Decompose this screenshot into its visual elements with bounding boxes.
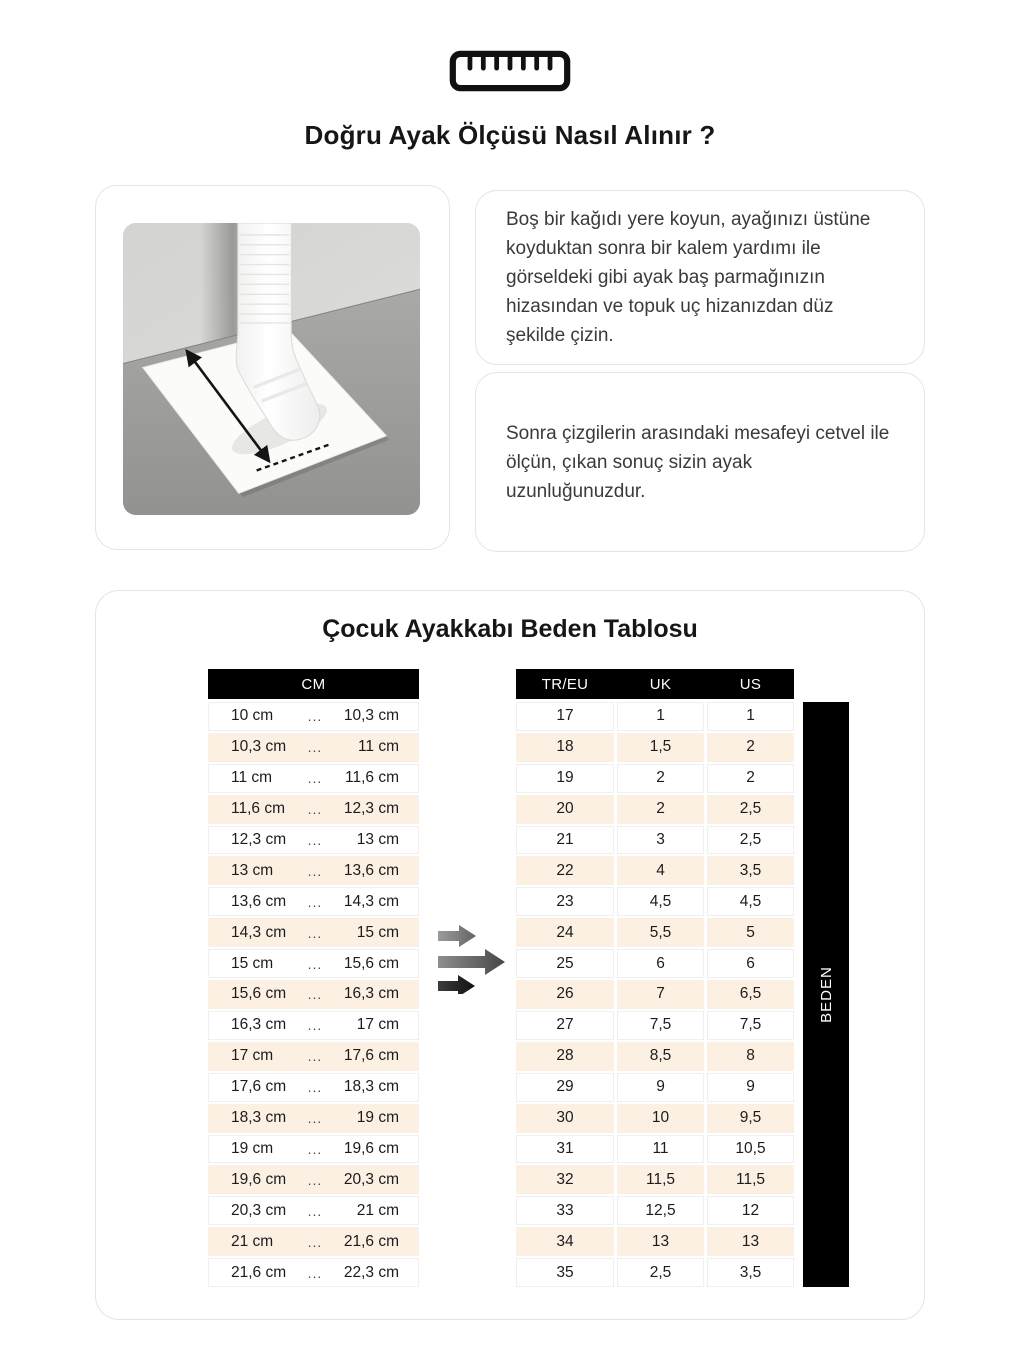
range-separator: ...: [307, 1264, 323, 1281]
cm-from-value: 13 cm: [231, 861, 274, 879]
size-table-title: Çocuk Ayakkabı Beden Tablosu: [322, 615, 698, 643]
us-value: 10,5: [707, 1135, 794, 1164]
tr-eu-value: 22: [516, 856, 614, 885]
cm-range-row: [208, 795, 419, 824]
cm-from-value: 13,6 cm: [231, 892, 287, 910]
size-row: [516, 795, 794, 824]
uk-value: 4,5: [617, 887, 704, 916]
cm-range-row: [208, 764, 419, 793]
cm-to-value: 15 cm: [356, 923, 399, 941]
cm-to-value: 21 cm: [356, 1201, 399, 1219]
uk-value: 10: [617, 1104, 704, 1133]
us-value: 3,5: [707, 856, 794, 885]
size-row: [516, 702, 794, 731]
range-separator: ...: [307, 862, 323, 879]
cm-range-row: [208, 1165, 419, 1194]
us-value: 5: [707, 918, 794, 947]
uk-value: 1,5: [617, 733, 704, 762]
us-value: 9: [707, 1073, 794, 1102]
cm-range-row: [208, 1073, 419, 1102]
tr-eu-value: 32: [516, 1165, 614, 1194]
uk-value: 2,5: [617, 1258, 704, 1287]
cm-from-value: 14,3 cm: [231, 923, 287, 941]
cm-to-value: 12,3 cm: [343, 800, 399, 818]
size-row: [516, 949, 794, 978]
us-value: 2: [707, 764, 794, 793]
cm-to-value: 13,6 cm: [343, 861, 399, 879]
size-row: [516, 1227, 794, 1256]
us-value: 6,5: [707, 980, 794, 1009]
us-value: 6: [707, 949, 794, 978]
tr-eu-value: 18: [516, 733, 614, 762]
range-separator: ...: [307, 1171, 323, 1188]
cm-range-row: [208, 1042, 419, 1071]
cm-range-row: [208, 1227, 419, 1256]
us-value: 2,5: [707, 795, 794, 824]
tr-eu-value: 26: [516, 980, 614, 1009]
cm-to-value: 19,6 cm: [343, 1139, 399, 1157]
range-separator: ...: [307, 1233, 323, 1250]
us-column-header: US: [739, 675, 762, 693]
size-row: [516, 980, 794, 1009]
cm-to-value: 11 cm: [357, 738, 399, 756]
tr-eu-value: 29: [516, 1073, 614, 1102]
cm-to-value: 11,6 cm: [345, 769, 399, 787]
size-row: [516, 1196, 794, 1225]
intl-table-body: [516, 702, 794, 1287]
cm-range-row: [208, 887, 419, 916]
cm-from-value: 15,6 cm: [231, 985, 287, 1003]
cm-from-value: 20,3 cm: [231, 1201, 287, 1219]
size-row: [516, 764, 794, 793]
cm-from-value: 19,6 cm: [231, 1170, 287, 1188]
cm-from-value: 19 cm: [231, 1139, 274, 1157]
tr-eu-value: 25: [516, 949, 614, 978]
cm-range-row: [208, 1258, 419, 1287]
cm-range-row: [208, 856, 419, 885]
uk-value: 11,5: [617, 1165, 704, 1194]
tr-eu-value: 31: [516, 1135, 614, 1164]
range-separator: ...: [307, 1110, 323, 1127]
cm-from-value: 17 cm: [231, 1047, 274, 1065]
cm-range-row: [208, 1196, 419, 1225]
cm-from-value: 16,3 cm: [231, 1016, 287, 1034]
foot-measurement-photo: [123, 223, 420, 515]
size-table-card: [95, 590, 925, 1320]
tr-eu-value: 28: [516, 1042, 614, 1071]
instruction-step-2: Sonra çizgilerin arasındaki mesafeyi cetvel ile ölçün, çıkan sonuç sizin ayak uzunluğunuzdur.: [506, 422, 890, 502]
ruler-icon: [0, 50, 1020, 92]
us-value: 4,5: [707, 887, 794, 916]
cm-from-value: 10,3 cm: [231, 738, 287, 756]
cm-table-header: CM: [208, 669, 419, 699]
cm-table-body: [208, 702, 419, 1287]
tr-eu-value: 27: [516, 1011, 614, 1040]
cm-to-value: 19 cm: [356, 1109, 399, 1127]
intl-table-header: [516, 669, 794, 699]
uk-value: 2: [617, 795, 704, 824]
cm-to-value: 22,3 cm: [343, 1263, 399, 1281]
size-row: [516, 887, 794, 916]
range-separator: ...: [307, 1140, 323, 1157]
instruction-card-1: [475, 190, 925, 365]
cm-from-value: 10 cm: [231, 707, 274, 725]
range-separator: ...: [307, 955, 323, 972]
page-title: Doğru Ayak Ölçüsü Nasıl Alınır ?: [304, 120, 716, 150]
cm-to-value: 10,3 cm: [343, 707, 399, 725]
cm-from-value: 18,3 cm: [231, 1109, 287, 1127]
cm-from-value: 11 cm: [231, 769, 273, 787]
tr-eu-value: 30: [516, 1104, 614, 1133]
beden-label: BEDEN: [817, 966, 835, 1023]
instruction-step-1: Boş bir kağıdı yere koyun, ayağınızı üstüne koyduktan sonra bir kalem yardımı ile görseldeki gibi ayak baş parmağınızın hizasından ve topuk uç hizanızdan düz şekilde çizin.: [506, 209, 871, 346]
uk-value: 12,5: [617, 1196, 704, 1225]
uk-value: 11: [617, 1135, 704, 1164]
tr-eu-value: 17: [516, 702, 614, 731]
cm-range-row: [208, 733, 419, 762]
uk-value: 6: [617, 949, 704, 978]
size-row: [516, 856, 794, 885]
cm-range-row: [208, 702, 419, 731]
range-separator: ...: [307, 739, 323, 756]
intl-size-table: [516, 669, 794, 1287]
uk-value: 1: [617, 702, 704, 731]
beden-vertical-bar: [803, 702, 849, 1287]
tr-eu-value: 23: [516, 887, 614, 916]
cm-to-value: 15,6 cm: [343, 954, 399, 972]
size-row: [516, 1135, 794, 1164]
us-value: 8: [707, 1042, 794, 1071]
uk-value: 7: [617, 980, 704, 1009]
tr-eu-value: 33: [516, 1196, 614, 1225]
tr-eu-value: 19: [516, 764, 614, 793]
uk-value: 13: [617, 1227, 704, 1256]
measurement-photo-card: [95, 185, 450, 550]
us-value: 9,5: [707, 1104, 794, 1133]
size-row: [516, 1073, 794, 1102]
cm-to-value: 18,3 cm: [343, 1078, 399, 1096]
cm-to-value: 17,6 cm: [343, 1047, 399, 1065]
cm-to-value: 21,6 cm: [343, 1232, 399, 1250]
range-separator: ...: [307, 708, 323, 725]
cm-to-value: 13 cm: [356, 831, 399, 849]
cm-range-row: [208, 1135, 419, 1164]
range-separator: ...: [307, 770, 323, 787]
uk-value: 4: [617, 856, 704, 885]
cm-range-row: [208, 980, 419, 1009]
size-row: [516, 826, 794, 855]
cm-table: [208, 669, 419, 1287]
cm-from-value: 11,6 cm: [231, 800, 285, 818]
tr-eu-value: 34: [516, 1227, 614, 1256]
tr-eu-column-header: TR/EU: [541, 675, 589, 693]
range-separator: ...: [307, 1017, 323, 1034]
range-separator: ...: [307, 1079, 323, 1096]
us-value: 1: [707, 702, 794, 731]
size-row: [516, 1042, 794, 1071]
size-row: [516, 918, 794, 947]
cm-from-value: 21 cm: [231, 1232, 274, 1250]
tr-eu-value: 35: [516, 1258, 614, 1287]
uk-value: 5,5: [617, 918, 704, 947]
cm-from-value: 15 cm: [231, 954, 274, 972]
size-row: [516, 733, 794, 762]
size-row: [516, 1104, 794, 1133]
range-separator: ...: [307, 1202, 323, 1219]
range-separator: ...: [307, 986, 323, 1003]
tr-eu-value: 24: [516, 918, 614, 947]
us-value: 7,5: [707, 1011, 794, 1040]
size-row: [516, 1258, 794, 1287]
uk-column-header: UK: [649, 675, 672, 693]
cm-range-row: [208, 949, 419, 978]
cm-to-value: 16,3 cm: [343, 985, 399, 1003]
cm-range-row: [208, 918, 419, 947]
cm-from-value: 17,6 cm: [231, 1078, 287, 1096]
us-value: 2: [707, 733, 794, 762]
uk-value: 2: [617, 764, 704, 793]
triple-right-arrows-icon: [436, 924, 512, 994]
us-value: 12: [707, 1196, 794, 1225]
range-separator: ...: [307, 801, 323, 818]
cm-from-value: 21,6 cm: [231, 1263, 287, 1281]
us-value: 11,5: [707, 1165, 794, 1194]
cm-range-row: [208, 826, 419, 855]
us-value: 13: [707, 1227, 794, 1256]
range-separator: ...: [307, 1048, 323, 1065]
uk-value: 9: [617, 1073, 704, 1102]
uk-value: 8,5: [617, 1042, 704, 1071]
instruction-card-2: [475, 372, 925, 552]
range-separator: ...: [307, 832, 323, 849]
size-row: [516, 1165, 794, 1194]
range-separator: ...: [307, 893, 323, 910]
cm-to-value: 17 cm: [356, 1016, 399, 1034]
cm-range-row: [208, 1104, 419, 1133]
range-separator: ...: [307, 924, 323, 941]
cm-to-value: 14,3 cm: [343, 892, 399, 910]
uk-value: 3: [617, 826, 704, 855]
cm-range-row: [208, 1011, 419, 1040]
us-value: 2,5: [707, 826, 794, 855]
uk-value: 7,5: [617, 1011, 704, 1040]
tr-eu-value: 20: [516, 795, 614, 824]
tr-eu-value: 21: [516, 826, 614, 855]
us-value: 3,5: [707, 1258, 794, 1287]
cm-from-value: 12,3 cm: [231, 831, 287, 849]
size-row: [516, 1011, 794, 1040]
cm-to-value: 20,3 cm: [343, 1170, 399, 1188]
